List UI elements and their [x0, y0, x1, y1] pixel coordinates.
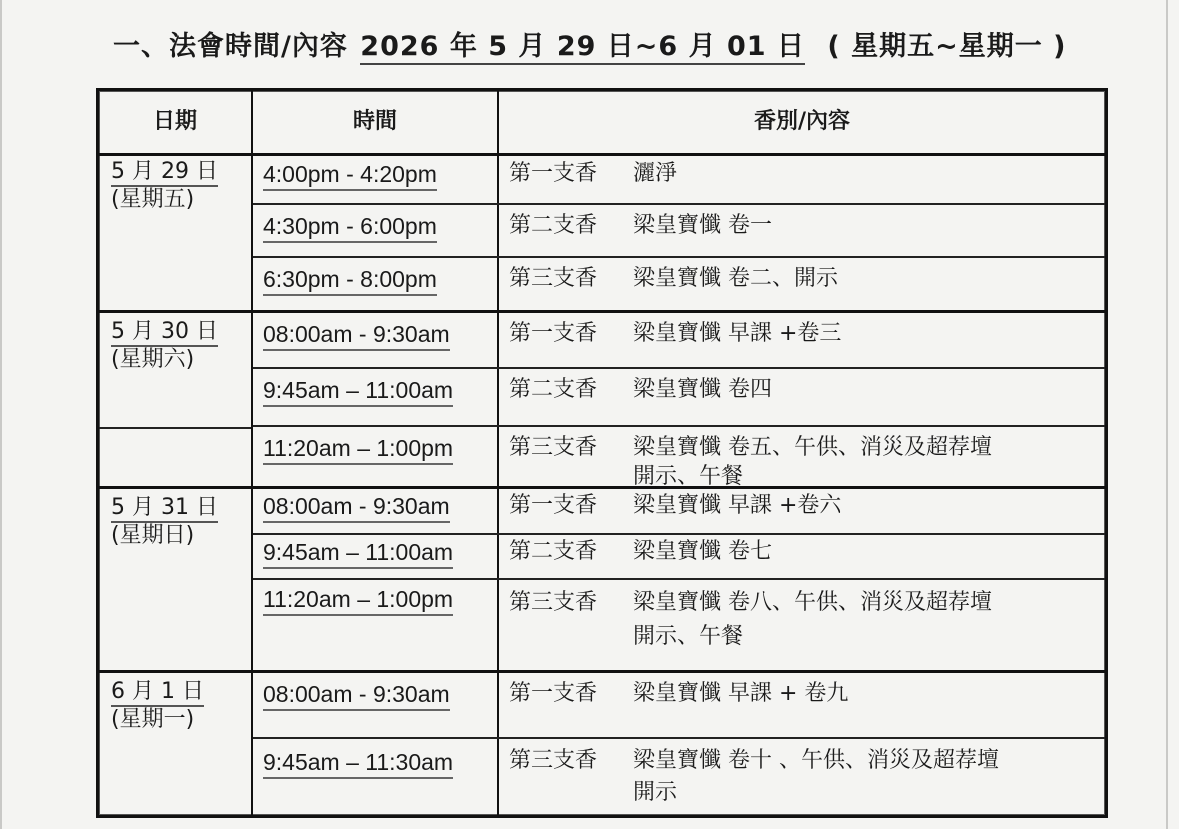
- table-row: [253, 673, 1105, 739]
- content-cell: [509, 679, 848, 709]
- content-text-line2: 開示、午餐: [633, 464, 744, 489]
- date-cell: [111, 159, 218, 213]
- day-row: [99, 153, 1105, 313]
- header-date: 日期: [152, 109, 197, 134]
- table-header: [99, 91, 1105, 156]
- content-cell: [509, 491, 841, 521]
- time-cell: 9:45am – 11:30am: [263, 749, 453, 779]
- table-row: [253, 427, 1105, 487]
- weekday-text: (星期五): [111, 187, 195, 212]
- table-row: [253, 313, 1105, 369]
- time-cell: 9:45am – 11:00am: [263, 377, 453, 407]
- content-text: 梁皇寶懺 早課 + 卷九: [633, 681, 849, 706]
- date-cell: [111, 495, 218, 549]
- incense-label: 第二支香: [509, 539, 598, 564]
- day-row: [99, 489, 1105, 673]
- title-dates: 2026 年 5 月 29 日~6 月 01 日: [360, 31, 805, 65]
- content-text-line2: 開示: [633, 780, 678, 805]
- schedule-table: [96, 88, 1108, 818]
- weekday-text: (星期六): [111, 347, 195, 372]
- content-cell: [509, 433, 992, 491]
- title-prefix: 一、法會時間/內容: [113, 31, 348, 62]
- table-row: [253, 258, 1105, 310]
- table-row: [253, 535, 1105, 580]
- time-cell: 08:00am - 9:30am: [263, 681, 450, 711]
- time-cell: 08:00am - 9:30am: [263, 493, 450, 523]
- content-cell: [509, 537, 772, 567]
- time-cell: 11:20am – 1:00pm: [263, 435, 453, 465]
- content-text: 梁皇寶懺 卷四: [633, 377, 772, 402]
- table-row: [253, 369, 1105, 427]
- weekday-text: (星期日): [111, 523, 195, 548]
- content-text: 梁皇寶懺 卷十 、午供、消災及超荐壇: [633, 748, 999, 773]
- content-cell: [509, 264, 838, 294]
- content-text: 梁皇寶懺 早課 +卷六: [633, 493, 842, 518]
- time-cell: 9:45am – 11:00am: [263, 539, 453, 569]
- content-text-line2: 開示、午餐: [633, 624, 744, 649]
- header-content: 香別/內容: [753, 109, 851, 134]
- content-text: 灑淨: [633, 161, 678, 186]
- date-text: 5 月 31 日: [111, 495, 218, 523]
- incense-label: 第一支香: [509, 321, 598, 346]
- content-text: 梁皇寶懺 早課 +卷三: [633, 321, 842, 346]
- content-cell: [509, 319, 841, 349]
- incense-label: 第一支香: [509, 161, 598, 186]
- time-cell: 08:00am - 9:30am: [263, 321, 450, 351]
- incense-label: 第三支香: [509, 266, 598, 291]
- content-cell: [509, 159, 677, 189]
- page-title: [113, 24, 1067, 63]
- incense-label: 第三支香: [509, 435, 598, 460]
- day-row: [99, 313, 1105, 489]
- content-text: 梁皇寶懺 卷八、午供、消災及超荐壇: [633, 590, 992, 615]
- table-row: [253, 739, 1105, 813]
- incense-label: 第一支香: [509, 681, 598, 706]
- incense-label: 第二支香: [509, 213, 598, 238]
- content-text: 梁皇寶懺 卷五、午供、消災及超荐壇: [633, 435, 992, 460]
- content-text: 梁皇寶懺 卷二、開示: [633, 266, 838, 291]
- date-cell: [111, 679, 204, 733]
- time-cell: 4:00pm - 4:20pm: [263, 161, 437, 191]
- content-text: 梁皇寶懺 卷一: [633, 213, 772, 238]
- incense-label: 第一支香: [509, 493, 598, 518]
- header-time: 時間: [352, 109, 397, 134]
- time-cell: 6:30pm - 8:00pm: [263, 266, 437, 296]
- incense-label: 第三支香: [509, 590, 598, 615]
- date-text: 5 月 29 日: [111, 159, 218, 187]
- date-cell: [111, 319, 218, 373]
- table-row: [253, 489, 1105, 535]
- incense-label: 第二支香: [509, 377, 598, 402]
- date-text: 5 月 30 日: [111, 319, 218, 347]
- content-cell: [509, 745, 999, 809]
- table-row: [253, 580, 1105, 670]
- paper-edge-right: [1166, 0, 1168, 829]
- table-row: [253, 153, 1105, 205]
- title-weekdays: ( 星期五~星期一 ): [827, 31, 1067, 62]
- table-row: [253, 205, 1105, 258]
- time-cell: 11:20am – 1:00pm: [263, 586, 453, 616]
- day-row: [99, 673, 1105, 815]
- paper-edge-left: [0, 0, 2, 829]
- date-cell-divider: [99, 427, 251, 429]
- date-text: 6 月 1 日: [111, 679, 204, 707]
- content-text: 梁皇寶懺 卷七: [633, 539, 772, 564]
- time-cell: 4:30pm - 6:00pm: [263, 213, 437, 243]
- content-cell: [509, 586, 992, 654]
- content-cell: [509, 375, 772, 405]
- weekday-text: (星期一): [111, 707, 195, 732]
- incense-label: 第三支香: [509, 748, 598, 773]
- content-cell: [509, 211, 772, 241]
